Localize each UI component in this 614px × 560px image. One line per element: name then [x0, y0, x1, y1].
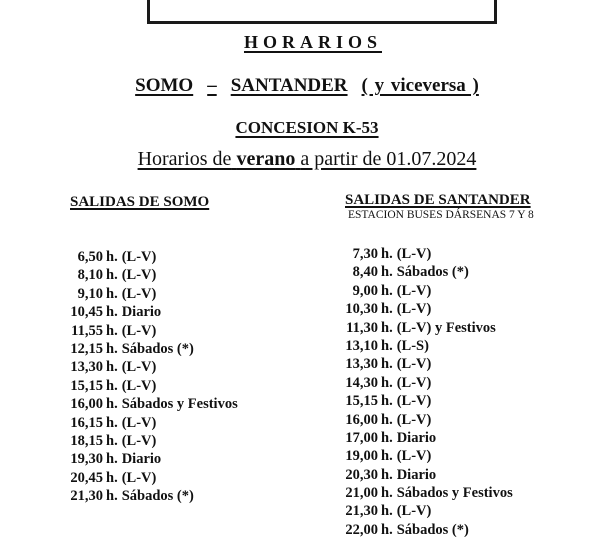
schedule-row [65, 340, 238, 358]
service-days: (L-V) [396, 246, 432, 262]
schedule-row [65, 322, 238, 340]
schedule-row [65, 377, 238, 395]
santander-station-subheading: ESTACION BUSES DÁRSENAS 7 Y 8 [348, 209, 534, 221]
time-unit: h. [106, 322, 118, 339]
time-unit: h. [106, 469, 118, 486]
departure-time: 17,00 [345, 429, 378, 446]
time-unit: h. [381, 521, 393, 538]
route-origin: SOMO [135, 75, 194, 96]
departure-time: 16,15 [70, 414, 103, 431]
service-days: Sábados (*) [396, 521, 469, 538]
concession-title-text: CONCESION K-53 [235, 118, 379, 137]
service-days: Diario [121, 304, 162, 321]
time-unit: h. [381, 429, 393, 446]
departure-time: 13,30 [70, 359, 103, 376]
schedule-row [65, 469, 238, 487]
service-days: (L-V) [396, 356, 432, 373]
time-unit: h. [106, 396, 118, 413]
service-days: (L-V) [121, 267, 157, 284]
time-unit: h. [381, 466, 393, 483]
service-days: (L-V) [121, 432, 157, 449]
departure-time: 18,15 [70, 432, 103, 449]
departure-time: 9,10 [77, 285, 103, 302]
schedule-row [65, 450, 238, 468]
departure-time: 21,30 [70, 488, 103, 505]
time-unit: h. [106, 267, 118, 284]
service-days: (L-V) [396, 374, 432, 391]
departure-time: 15,15 [70, 377, 103, 394]
schedule-row [340, 282, 513, 300]
schedule-row [340, 502, 513, 520]
time-unit: h. [381, 485, 393, 502]
service-days: (L-V) [396, 393, 432, 410]
service-days: (L-V) [396, 448, 432, 465]
schedule-row [340, 392, 513, 410]
time-unit: h. [381, 393, 393, 410]
schedule-row [65, 487, 238, 505]
route-note: ( y viceversa ) [361, 75, 479, 96]
departure-time: 11,30 [346, 319, 378, 336]
time-unit: h. [106, 377, 118, 394]
schedule-row [340, 300, 513, 318]
service-days: (L-V) [121, 322, 157, 339]
time-unit: h. [106, 249, 118, 265]
header-frame-box [147, 0, 497, 24]
departure-time: 15,15 [345, 393, 378, 410]
schedule-row [65, 285, 238, 303]
departure-time: 12,15 [70, 340, 103, 357]
route-separator: – [207, 75, 217, 96]
schedule-row [340, 355, 513, 373]
service-days: Sábados (*) [121, 488, 194, 505]
somo-departures-heading: SALIDAS DE SOMO [70, 194, 210, 210]
service-days: (L-V) [121, 359, 157, 376]
schedule-row [340, 337, 513, 355]
service-days: Sábados (*) [396, 264, 469, 281]
time-unit: h. [106, 304, 118, 321]
service-days: (L-V) [121, 414, 157, 431]
time-unit: h. [381, 246, 393, 262]
schedule-row [340, 263, 513, 281]
departure-time: 20,45 [70, 469, 103, 486]
service-days: (L-V) y Festivos [396, 319, 496, 336]
document-title-text: HORARIOS [243, 32, 382, 52]
santander-departures-heading: SALIDAS DE SANTANDER [345, 192, 531, 208]
departure-time: 19,30 [70, 451, 103, 468]
departure-time: 21,00 [345, 485, 378, 502]
service-days: Sábados y Festivos [121, 396, 238, 413]
time-unit: h. [381, 503, 393, 520]
departure-time: 8,10 [77, 267, 103, 284]
service-days: (L-V) [396, 503, 432, 520]
time-unit: h. [381, 337, 393, 354]
service-days: (L-V) [396, 301, 432, 318]
time-unit: h. [106, 488, 118, 505]
time-unit: h. [381, 374, 393, 391]
time-unit: h. [381, 282, 393, 299]
time-unit: h. [106, 432, 118, 449]
service-days: (L-V) [121, 469, 157, 486]
time-unit: h. [381, 448, 393, 465]
service-days: (L-V) [121, 249, 157, 265]
schedule-row [340, 374, 513, 392]
departure-time: 9,00 [352, 282, 378, 299]
time-unit: h. [106, 451, 118, 468]
departure-time: 10,30 [345, 301, 378, 318]
time-unit: h. [381, 301, 393, 318]
schedule-row [65, 395, 238, 413]
schedule-row [65, 358, 238, 376]
time-unit: h. [106, 285, 118, 302]
season-suffix: a partir de 01.07.2024 [300, 148, 477, 170]
departure-time: 21,30 [345, 503, 378, 520]
schedule-row [340, 521, 513, 539]
service-days: Sábados y Festivos [396, 485, 513, 502]
schedule-row [65, 414, 238, 432]
schedule-row [340, 429, 513, 447]
time-unit: h. [106, 359, 118, 376]
concession-title [0, 118, 614, 138]
season-prefix: Horarios de [137, 148, 232, 170]
schedule-row [65, 266, 238, 284]
time-unit: h. [106, 414, 118, 431]
service-days: Diario [396, 429, 437, 446]
time-unit: h. [381, 411, 393, 428]
schedule-row [340, 484, 513, 502]
departure-time: 6,50 [77, 249, 103, 265]
service-days: Sábados (*) [121, 340, 194, 357]
schedule-row [340, 319, 513, 337]
departure-time: 13,10 [345, 337, 378, 354]
schedule-row [65, 432, 238, 450]
time-unit: h. [381, 356, 393, 373]
schedule-row [340, 447, 513, 465]
departure-time: 10,45 [70, 304, 103, 321]
departure-time: 22,00 [345, 521, 378, 538]
departure-time: 16,00 [345, 411, 378, 428]
departure-time: 20,30 [345, 466, 378, 483]
schedule-row [65, 303, 238, 321]
service-days: Diario [121, 451, 162, 468]
time-unit: h. [381, 264, 393, 281]
service-days: (L-S) [396, 337, 429, 354]
service-days: (L-V) [121, 377, 157, 394]
departure-time: 11,55 [71, 322, 103, 339]
schedule-row [340, 245, 513, 263]
schedule-row [65, 248, 238, 266]
departure-time: 7,30 [352, 246, 378, 262]
santander-departures-list [340, 245, 513, 539]
schedule-row [340, 466, 513, 484]
departure-time: 16,00 [70, 396, 103, 413]
route-title-text [135, 75, 479, 96]
departure-time: 13,30 [345, 356, 378, 373]
schedule-row [340, 411, 513, 429]
time-unit: h. [106, 340, 118, 357]
time-unit: h. [381, 319, 393, 336]
service-days: (L-V) [396, 282, 432, 299]
route-title [0, 75, 614, 97]
service-days: Diario [396, 466, 437, 483]
departure-time: 19,00 [345, 448, 378, 465]
service-days: (L-V) [396, 411, 432, 428]
departure-time: 14,30 [345, 374, 378, 391]
departure-time: 8,40 [352, 264, 378, 281]
service-days: (L-V) [121, 285, 157, 302]
document-title [0, 32, 614, 53]
season-line-text [138, 148, 477, 170]
season-name: verano [236, 148, 296, 170]
route-destination: SANTANDER [230, 75, 348, 96]
season-line [0, 148, 614, 171]
somo-departures-list [65, 248, 238, 505]
